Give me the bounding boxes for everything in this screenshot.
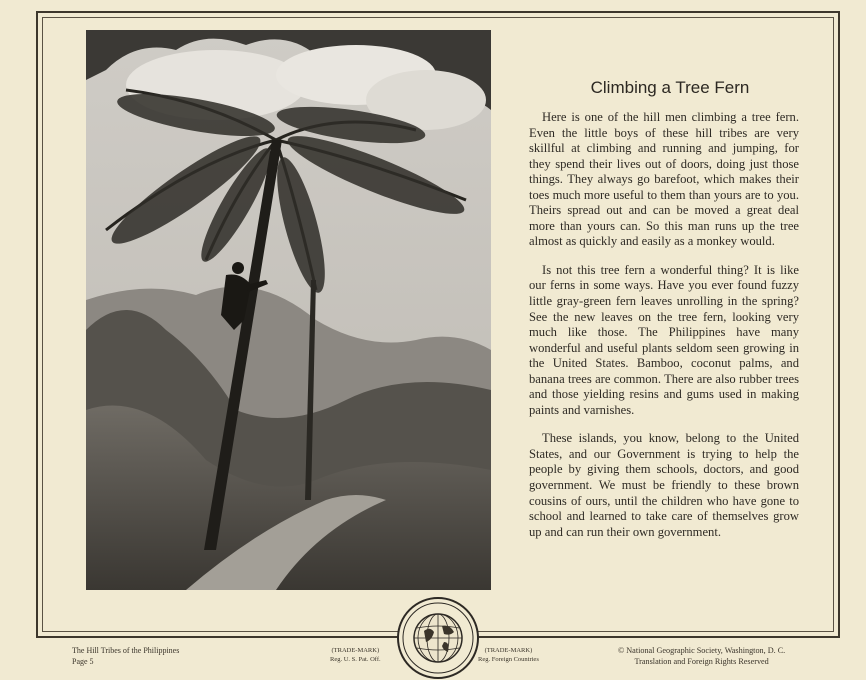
paragraph-3: These islands, you know, belong to the United States, and our Government is trying to help the people by giving them schools, doctors, and good government. We must be friendly to these brown cousins of ours, until the children who have gone to school and learned to take care of themselves grow up and can run their own government. — [529, 431, 799, 539]
trademark-us-reg: Reg. U. S. Pat. Off. — [330, 656, 381, 663]
tree-fern-photograph — [86, 30, 491, 590]
trademark-foreign-reg: Reg. Foreign Countries — [478, 656, 539, 663]
article-body — [529, 110, 799, 553]
article-title: Climbing a Tree Fern — [590, 78, 750, 97]
footer-copyright — [618, 645, 785, 667]
trademark-us-label: (TRADE-MARK) — [331, 647, 380, 654]
series-title: The Hill Tribes of the Philippines — [72, 646, 180, 655]
trademark-foreign-label: (TRADE-MARK) — [484, 647, 533, 654]
paragraph-1: Here is one of the hill men climbing a tree fern. Even the little boys of these hill tribes are very skillful at climbing and running and jumping, for they spend their lives out of doors, doing just those things. They always go barefoot, which makes their toes much more useful to them than yours are to you. Theirs spread out and can be moved a great deal more than yours can. So this man runs up the tree almost as quickly and easily as a monkey would. — [529, 110, 799, 249]
copyright-line: © National Geographic Society, Washington, D. C. — [618, 646, 786, 655]
trademark-foreign — [478, 646, 539, 664]
rights-line: Translation and Foreign Rights Reserved — [634, 657, 769, 666]
page-number: Page 5 — [72, 657, 94, 666]
paragraph-2: Is not this tree fern a wonderful thing? It is like our ferns in some ways. Have you ever found fuzzy little gray-green fern leaves unrolling in the spring? See the new leaves on the tree fern, looking very much like those. The Philippines have many wonderful and useful plants seldom seen growing in the United States. Bamboo, coconut palms, and banana trees are common. There are also rubber trees and those yielding resins and gums used in making paints and varnishes. — [529, 262, 799, 417]
national-geographic-seal-icon — [396, 596, 480, 680]
trademark-us — [330, 646, 381, 664]
footer-series — [72, 645, 179, 667]
